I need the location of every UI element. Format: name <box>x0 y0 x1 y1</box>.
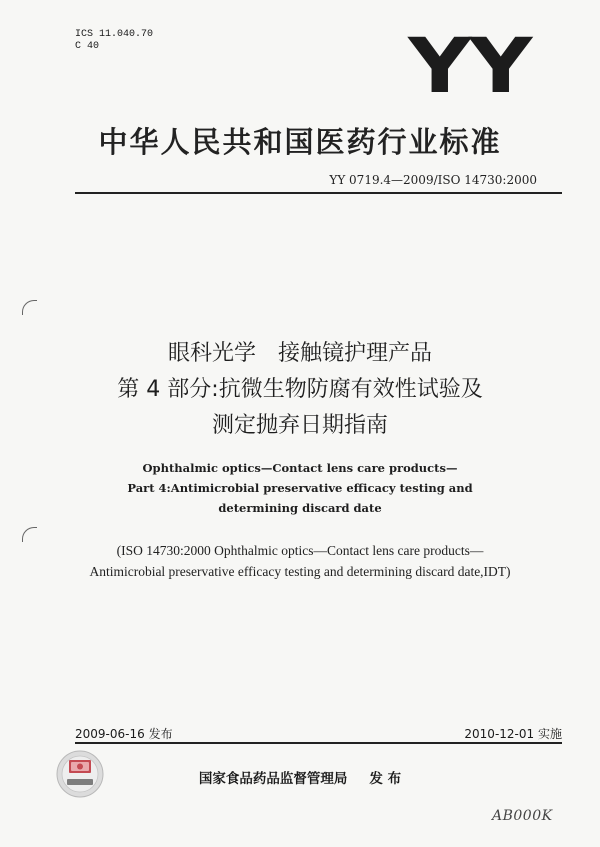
chinese-title <box>0 336 600 444</box>
english-title-line: Ophthalmic optics—Contact lens care products— <box>142 461 458 475</box>
effective-date: 2010-12-01 <box>464 727 535 741</box>
english-title-line: determining discard date <box>218 501 382 515</box>
english-title <box>0 458 600 518</box>
publish-date: 2009-06-16 <box>75 727 145 741</box>
footer-divider <box>75 742 562 744</box>
effective-label: 实施 <box>537 727 562 741</box>
standard-mark-logo: YY <box>408 21 530 110</box>
publish-label: 发布 <box>148 727 173 741</box>
issuer-name: 国家食品药品监督管理局 <box>198 771 348 787</box>
issuing-authority <box>0 767 600 787</box>
publish-date-block <box>75 725 173 742</box>
chinese-title-line: 测定抛弃日期指南 <box>211 413 388 438</box>
handwritten-archive-code: AB000K <box>492 808 553 824</box>
standard-category-title: 中华人民共和国医药行业标准 <box>98 125 502 159</box>
chinese-title-line: 第 4 部分:抗微生物防腐有效性试验及 <box>117 377 483 402</box>
issuer-label: 发 布 <box>369 771 402 787</box>
iso-equivalence-note <box>0 540 600 582</box>
chinese-title-line: 眼科光学 接触镜护理产品 <box>167 341 432 366</box>
ccs-code: C 40 <box>75 41 100 52</box>
standard-number: YY 0719.4—2009/ISO 14730:2000 <box>329 173 537 187</box>
classification-codes <box>75 29 153 53</box>
punch-hole-mark <box>22 300 37 315</box>
english-title-line: Part 4:Antimicrobial preservative efficacy testing and <box>127 481 473 495</box>
effective-date-block <box>464 725 562 742</box>
ics-code: ICS 11.040.70 <box>75 29 154 40</box>
header-divider <box>75 192 562 194</box>
iso-note-line: (ISO 14730:2000 Ophthalmic optics—Contact lens care products— <box>116 543 484 558</box>
iso-note-line: Antimicrobial preservative efficacy testing and determining discard date,IDT) <box>89 564 511 579</box>
